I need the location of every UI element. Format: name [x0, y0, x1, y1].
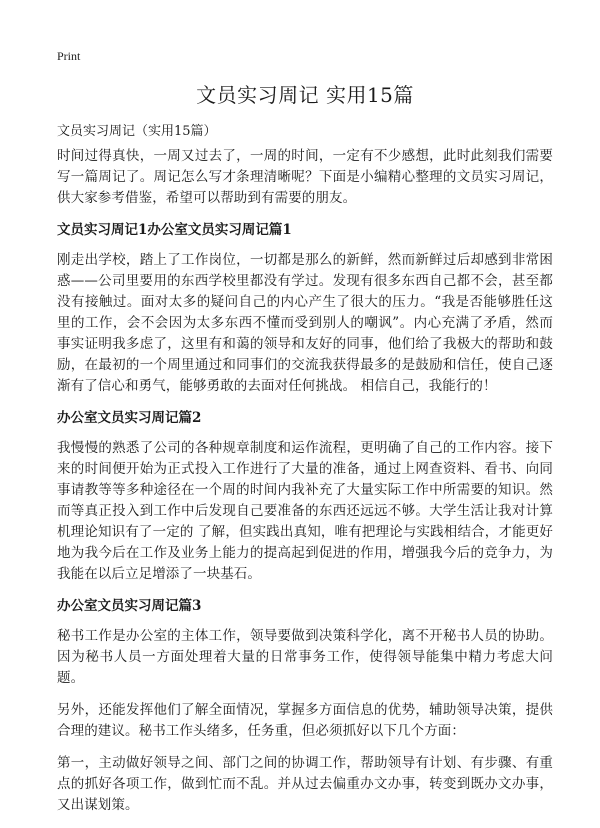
section-heading: 办公室文员实习周记篇2	[57, 410, 202, 426]
section-paragraph: 另外，还能发挥他们了解全面情况，掌握多方面信息的优势，辅助领导决策，提供合理的建议。秘书工作头绪多，任务重，但必须抓好以下几个方面：	[57, 702, 553, 739]
section-2	[57, 408, 553, 585]
section-paragraph: 第一，主动做好领导之间、部门之间的协调工作，帮助领导有计划、有步骤、有重点的抓好各项工作，做到忙而不乱。并从过去偏重办文办事，转变到既办文办事，又出谋划策。	[57, 755, 553, 813]
section-heading: 办公室文员实习周记篇3	[57, 598, 202, 614]
print-link[interactable]: Print	[57, 49, 81, 63]
section-heading: 文员实习周记1办公室文员实习周记篇1	[57, 222, 292, 238]
intro-paragraph: 时间过得真快，一周又过去了，一周的时间，一定有不少感想，此时此刻我们需要写一篇周记了。周记怎么写才条理清晰呢？下面是小编精心整理的文员实习周记，供大家参考借鉴，希望可以帮助到有需要的朋友。	[57, 148, 553, 206]
section-3	[57, 596, 553, 816]
article-body	[57, 146, 553, 827]
section-paragraph: 秘书工作是办公室的主体工作，领导要做到决策科学化，离不开秘书人员的协助。因为秘书人员一方面处理着大量的日常事务工作，使得领导能集中精力考虑大问题。	[57, 628, 553, 686]
page-title: 文员实习周记 实用15篇	[196, 83, 414, 107]
section-1	[57, 220, 553, 397]
document-subtitle: 文员实习周记（实用15篇）	[57, 124, 217, 139]
section-paragraph: 刚走出学校，踏上了工作岗位，一切都是那么的新鲜，然而新鲜过后却感到非常困惑——公司里要用的东西学校里都没有学过。发现有很多东西自己都不会，甚至都没有接触过。面对太多的疑问自己的内心产生了很大的压力。“我是否能够胜任这里的工作，会不会因为太多东西不懂而受到别人的嘲讽”。内心充满了矛盾，然而事实证明我多虑了，这里有和蔼的领导和友好的同事，他们给了我极大的帮助和鼓励，在最初的一个周里通过和同事们的交流我获得最多的是鼓励和信任，使自己逐渐有了信心和勇气，能够勇敢的去面对任何挑战。 相信自己，我能行的！	[57, 252, 553, 394]
section-paragraph: 我慢慢的熟悉了公司的各种规章制度和运作流程，更明确了自己的工作内容。接下来的时间便开始为正式投入工作进行了大量的准备，通过上网查资料、看书、向同事请教等等多种途径在一个周的时间内我补充了大量实际工作中所需要的知识。然而等真正投入到工作中后发现自己要准备的东西还远远不够。大学生活让我对计算机理论知识有了一定的 了解，但实践出真知，唯有把理论与实践相结合，才能更好地为我今后在工作及业务上能力的提高起到促进的作用，增强我今后的竞争力，为我能在以后立足增添了一块基石。	[57, 440, 553, 582]
